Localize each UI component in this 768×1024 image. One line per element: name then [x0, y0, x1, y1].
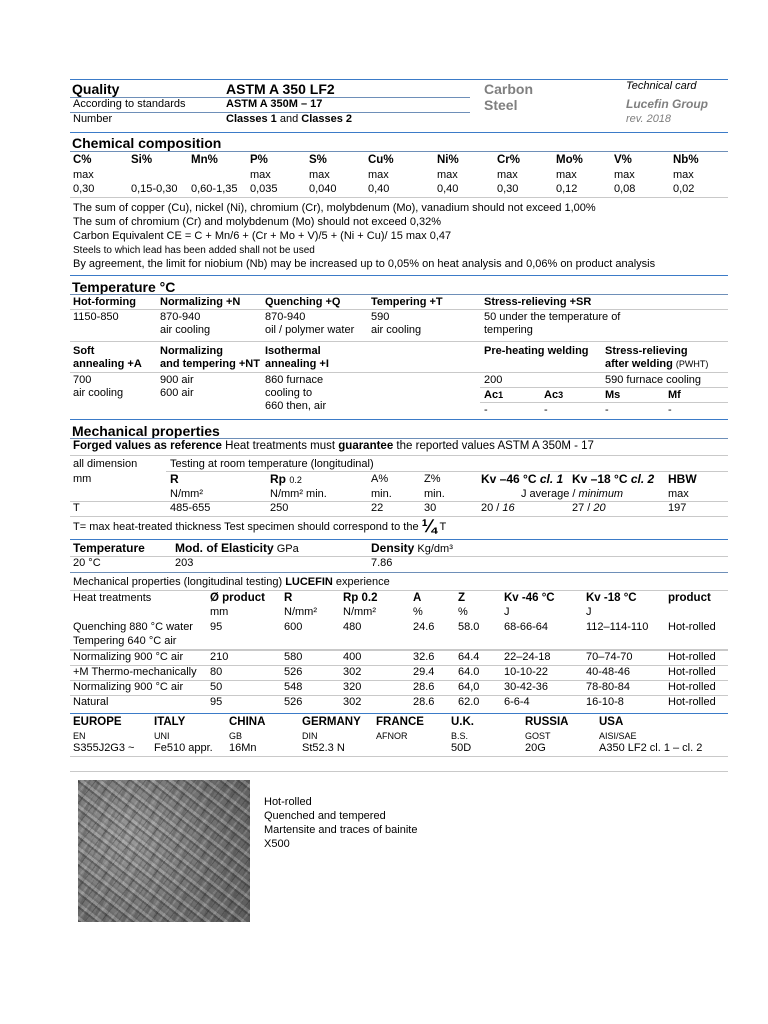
standards-rule-2	[70, 756, 728, 757]
temperature-head: Temperature	[73, 541, 145, 555]
lucefin-cell: 480	[343, 621, 362, 633]
row-t-z: 30	[424, 502, 437, 514]
chem-qualifier: max	[614, 169, 635, 181]
standard-code: UNI	[154, 731, 170, 741]
lucefin-cell: 70–74-70	[586, 651, 633, 663]
lucefin-cell: 78-80-84	[586, 681, 631, 693]
standard-country: USA	[599, 716, 624, 728]
standard-code: GB	[229, 731, 243, 741]
lucefin-cell: 80	[210, 666, 223, 678]
lucefin-col-unit: %	[458, 606, 468, 618]
micro-line-2: Quenched and tempered	[264, 810, 386, 822]
row-t-a: 22	[371, 502, 384, 514]
lucefin-cell: 24.6	[413, 621, 435, 633]
ac1-value: -	[484, 404, 488, 416]
chem-value: 0,15-0,30	[131, 183, 178, 195]
standard-country: U.K.	[451, 716, 474, 728]
tempering-value-2: air cooling	[371, 324, 422, 336]
standard-value: Fe510 appr.	[154, 742, 213, 754]
ms-value: -	[605, 404, 609, 416]
chem-title: Chemical composition	[72, 135, 222, 151]
normalizing-value: 870-940	[160, 311, 201, 323]
standard-code: AISI/SAE	[599, 731, 637, 741]
lucefin-cell: 58.0	[458, 621, 480, 633]
standard-code: EN	[73, 731, 86, 741]
lucefin-cell: 320	[343, 681, 362, 693]
chem-element-head: S%	[309, 154, 327, 166]
chem-rule-2	[70, 151, 728, 152]
micro-line-4: X500	[264, 838, 290, 850]
modulus-value: 203	[175, 557, 194, 569]
lucefin-cell: 30-42-36	[504, 681, 549, 693]
lucefin-row-rule	[70, 650, 728, 651]
chem-qualifier: max	[250, 169, 271, 181]
standards-rule-3	[70, 771, 728, 772]
lucefin-col-unit: N/mm²	[284, 606, 317, 618]
lucefin-cell: 600	[284, 621, 303, 633]
lucefin-cell: 10-10-22	[504, 666, 549, 678]
lucefin-col-unit: J	[504, 606, 510, 618]
mech-rule-3	[70, 455, 728, 456]
normalizing-value-2: air cooling	[160, 324, 211, 336]
phys-rule	[70, 539, 728, 540]
chem-element-head: Cr%	[497, 154, 521, 166]
lucefin-cell: +M Thermo-mechanically	[73, 666, 197, 678]
chem-value: 0,040	[309, 183, 337, 195]
chem-value: 0,02	[673, 183, 695, 195]
tempering-value: 590	[371, 311, 390, 323]
testing-label: Testing at room temperature (longitudinal)	[170, 458, 374, 470]
standard-value: 20G	[525, 742, 546, 754]
phys-rule-2	[70, 556, 728, 557]
lucefin-cell: 302	[343, 666, 362, 678]
lucefin-cell: 526	[284, 696, 303, 708]
ac3-head: Ac3	[544, 389, 564, 401]
standards-value: ASTM A 350M – 17	[226, 98, 323, 110]
chem-rule	[70, 132, 728, 133]
quenching-head: Quenching +Q	[265, 296, 341, 308]
mech-title: Mechanical properties	[72, 423, 220, 439]
chem-value: 0,30	[497, 183, 519, 195]
lucefin-cell: 95	[210, 621, 223, 633]
tempering-line: Tempering 640 °C air	[73, 635, 177, 647]
lucefin-cell: 548	[284, 681, 303, 693]
chem-qualifier: max	[497, 169, 518, 181]
lucefin-cell: 62.0	[458, 696, 480, 708]
thickness-note: T= max heat-treated thickness Test specimen should correspond to the ¼ T	[73, 516, 447, 536]
kv46-head: Kv –46 °C cl. 1	[481, 472, 564, 486]
quenching-value: 870-940	[265, 311, 306, 323]
rp-head: Rp 0.2	[270, 472, 302, 486]
forged-note: Forged values as reference Heat treatments must guarantee the reported values ASTM A 350M - 17	[73, 440, 594, 452]
temp-rule	[70, 275, 728, 276]
temp-rule-5	[70, 372, 728, 373]
lucefin-cell: Normalizing 900 °C air	[73, 681, 184, 693]
chem-note-1: The sum of copper (Cu), nickel (Ni), chromium (Cr), molybdenum (Mo), vanadium should not exceed 1,00%	[73, 202, 596, 214]
standards-label: According to standards	[73, 98, 186, 110]
lucefin-cell: 112–114-110	[586, 621, 649, 633]
isothermal-head: Isothermal annealing +I	[265, 345, 329, 370]
carbon-label: Carbon	[484, 81, 533, 97]
lucefin-cell: 22–24-18	[504, 651, 551, 663]
mech-rule	[70, 419, 728, 420]
standard-country: CHINA	[229, 716, 266, 728]
revision-label: rev. 2018	[626, 113, 672, 125]
standard-code: AFNOR	[376, 731, 408, 741]
standard-country: FRANCE	[376, 716, 424, 728]
micrograph-image	[78, 780, 250, 922]
lucefin-cell: Hot-rolled	[668, 621, 716, 633]
chem-element-head: V%	[614, 154, 632, 166]
lucefin-cell: 28.6	[413, 696, 435, 708]
chem-element-head: Cu%	[368, 154, 394, 166]
chem-value: 0,40	[437, 183, 459, 195]
norm-tempering-head: Normalizing and tempering +NT	[160, 345, 260, 370]
chem-element-head: Mn%	[191, 154, 218, 166]
temperature-value: 20 °C	[73, 557, 101, 569]
chem-value: 0,08	[614, 183, 636, 195]
chem-qualifier: max	[309, 169, 330, 181]
hbw-head: HBW	[668, 472, 697, 486]
lucefin-cell: 64,0	[458, 681, 480, 693]
norm-tempering-value: 900 air 600 air	[160, 374, 194, 399]
chem-value: 0,035	[250, 183, 278, 195]
temp-rule-4	[70, 341, 728, 342]
steel-label: Steel	[484, 97, 518, 113]
lucefin-cell: 210	[210, 651, 229, 663]
density-value: 7.86	[371, 557, 393, 569]
row-t-rp: 250	[270, 502, 289, 514]
soft-annealing-value: 700 air cooling	[73, 374, 124, 399]
lucefin-col-head: Kv -46 °C	[504, 592, 555, 604]
mf-head: Mf	[668, 389, 681, 401]
lucefin-col-unit: %	[413, 606, 423, 618]
lucefin-row-rule	[70, 695, 728, 696]
normalizing-head: Normalizing +N	[160, 296, 241, 308]
quality-label: Quality	[72, 81, 120, 97]
standard-country: EUROPE	[73, 716, 122, 728]
standard-value: S355J2G3 ~	[73, 742, 135, 754]
lucefin-row-rule	[70, 665, 728, 666]
chem-value: 0,60-1,35	[191, 183, 238, 195]
hot-forming-value: 1150-850	[73, 311, 119, 323]
phys-rule-3	[70, 572, 728, 573]
stress-relieving-value: 50 under the temperature of	[484, 311, 621, 323]
temp-title: Temperature °C	[72, 279, 176, 295]
lucefin-cell: 50	[210, 681, 223, 693]
standard-country: GERMANY	[302, 716, 361, 728]
chem-value: 0,12	[556, 183, 578, 195]
z-unit: min.	[424, 488, 445, 500]
standards-rule	[70, 713, 728, 714]
row-t-label: T	[73, 502, 80, 514]
lucefin-cell: Hot-rolled	[668, 696, 716, 708]
lucefin-cell: 68-66-64	[504, 621, 549, 633]
lucefin-cell: Hot-rolled	[668, 681, 716, 693]
chem-note-5: By agreement, the limit for niobium (Nb) may be increased up to 0,05% on heat analysis and 0,06% on product analysis	[73, 258, 656, 270]
rp-unit: N/mm² min.	[270, 488, 327, 500]
mech-rule-6	[70, 516, 728, 517]
lucefin-col-head: A	[413, 592, 422, 604]
lucefin-col-head: Ø product	[210, 592, 265, 604]
row-t-r: 485-655	[170, 502, 211, 514]
density-head: Density Kg/dm³	[371, 541, 453, 555]
lucefin-cell: Quenching 880 °C water	[73, 621, 193, 633]
lucefin-cell: 302	[343, 696, 362, 708]
chem-element-head: C%	[73, 154, 92, 166]
a-unit: min.	[371, 488, 392, 500]
chem-qualifier: max	[437, 169, 458, 181]
preheating-head: Pre-heating welding	[484, 345, 589, 357]
hbw-unit: max	[668, 488, 689, 500]
r-head: R	[170, 472, 179, 486]
lucefin-cell: Normalizing 900 °C air	[73, 651, 184, 663]
z-head: Z%	[424, 473, 441, 485]
standard-value: A350 LF2 cl. 1 – cl. 2	[599, 742, 703, 754]
a-head: A%	[371, 473, 389, 485]
stress-relieving-head: Stress-relieving +SR	[484, 296, 592, 308]
lucefin-cell: 28.6	[413, 681, 435, 693]
hot-forming-head: Hot-forming	[73, 296, 136, 308]
chem-value: 0,30	[73, 183, 95, 195]
chem-note-2: The sum of chromium (Cr) and molybdenum (Mo) should not exceed 0,32%	[73, 216, 442, 228]
group-label: Lucefin Group	[626, 97, 708, 111]
lucefin-col-head: product	[668, 592, 711, 604]
row-t-kv18: 27 / 20	[572, 502, 606, 514]
kv18-head: Kv –18 °C cl. 2	[572, 472, 655, 486]
chem-element-head: Mo%	[556, 154, 583, 166]
modulus-head: Mod. of Elasticity GPa	[175, 541, 299, 555]
standard-country: ITALY	[154, 716, 186, 728]
standard-code: GOST	[525, 731, 551, 741]
mech-rule-5	[70, 501, 728, 502]
standard-code: B.S.	[451, 731, 469, 741]
stress-welding-head: Stress-relieving after welding (PWHT)	[605, 345, 709, 370]
lucefin-cell: 95	[210, 696, 223, 708]
tempering-head: Tempering +T	[371, 296, 443, 308]
lucefin-cell: 16-10-8	[586, 696, 624, 708]
lucefin-cell: 29.4	[413, 666, 435, 678]
temp-rule-3	[70, 309, 728, 310]
lucefin-col-head: Z	[458, 592, 466, 604]
chem-qualifier: max	[73, 169, 94, 181]
lucefin-cell: 6-6-4	[504, 696, 530, 708]
temp-rule-7	[480, 402, 728, 403]
technical-card-label: Technical card	[626, 80, 697, 92]
ac1-head: Ac1	[484, 389, 504, 401]
lucefin-cell: 400	[343, 651, 362, 663]
row-t-hbw: 197	[668, 502, 687, 514]
lucefin-cell: 580	[284, 651, 303, 663]
lucefin-cell: 526	[284, 666, 303, 678]
quality-value: ASTM A 350 LF2	[226, 81, 335, 97]
lucefin-cell: Hot-rolled	[668, 651, 716, 663]
chem-element-head: Nb%	[673, 154, 699, 166]
mf-value: -	[668, 404, 672, 416]
standard-code: DIN	[302, 731, 318, 741]
stress-relieving-value-2: tempering	[484, 324, 533, 336]
quenching-value-2: oil / polymer water	[265, 324, 355, 336]
micro-line-3: Martensite and traces of bainite	[264, 824, 418, 836]
chem-element-head: Ni%	[437, 154, 459, 166]
chem-note-4: Steels to which lead has been added shall not be used	[73, 245, 315, 256]
number-value: Classes 1 and Classes 2	[226, 113, 353, 125]
isothermal-value: 860 furnace cooling to 660 then, air	[265, 374, 327, 412]
lucefin-rule	[70, 590, 728, 591]
lucefin-col-unit: N/mm²	[343, 606, 376, 618]
lucefin-col-head: Rp 0.2	[343, 592, 378, 604]
temp-rule-6	[480, 387, 728, 388]
chem-qualifier: max	[368, 169, 389, 181]
standard-country: RUSSIA	[525, 716, 569, 728]
mm-label: mm	[73, 473, 92, 485]
ac3-value: -	[544, 404, 548, 416]
r-unit: N/mm²	[170, 488, 203, 500]
chem-value: 0,40	[368, 183, 390, 195]
preheating-value: 200	[484, 374, 503, 386]
row-t-kv46: 20 / 16	[481, 502, 515, 514]
number-label: Number	[73, 113, 113, 125]
standard-value: 50D	[451, 742, 472, 754]
lucefin-cell: Natural	[73, 696, 109, 708]
micro-line-1: Hot-rolled	[264, 796, 312, 808]
lucefin-col-head: Kv -18 °C	[586, 592, 637, 604]
lucefin-cell: 32.6	[413, 651, 435, 663]
chem-element-head: Si%	[131, 154, 153, 166]
lucefin-col-unit: J	[586, 606, 592, 618]
chem-rule-3	[70, 197, 728, 198]
lucefin-cell: 64.4	[458, 651, 480, 663]
lucefin-row-rule	[70, 680, 728, 681]
standard-value: 16Mn	[229, 742, 257, 754]
chem-element-head: P%	[250, 154, 268, 166]
standard-value: St52.3 N	[302, 742, 345, 754]
lucefin-cell: 40-48-46	[586, 666, 631, 678]
all-dimension-label: all dimension	[73, 458, 138, 470]
chem-qualifier: max	[673, 169, 694, 181]
lucefin-col-head: Heat treatments	[73, 592, 152, 604]
ms-head: Ms	[605, 389, 621, 401]
lucefin-title: Mechanical properties (longitudinal testing) LUCEFIN experience	[73, 576, 390, 588]
temp-rule-2	[70, 294, 728, 295]
kv-unit: J average / minimum	[521, 488, 624, 500]
lucefin-cell: 64.0	[458, 666, 480, 678]
lucefin-cell: Hot-rolled	[668, 666, 716, 678]
stress-welding-value: 590 furnace cooling	[605, 374, 702, 386]
lucefin-col-head: R	[284, 592, 293, 604]
chem-qualifier: max	[556, 169, 577, 181]
mech-rule-2	[70, 438, 728, 439]
soft-annealing-head: Soft annealing +A	[73, 345, 142, 370]
lucefin-col-unit: mm	[210, 606, 229, 618]
chem-note-3: Carbon Equivalent CE = C + Mn/6 + (Cr + Mo + V)/5 + (Ni + Cu)/ 15 max 0,47	[73, 230, 452, 242]
